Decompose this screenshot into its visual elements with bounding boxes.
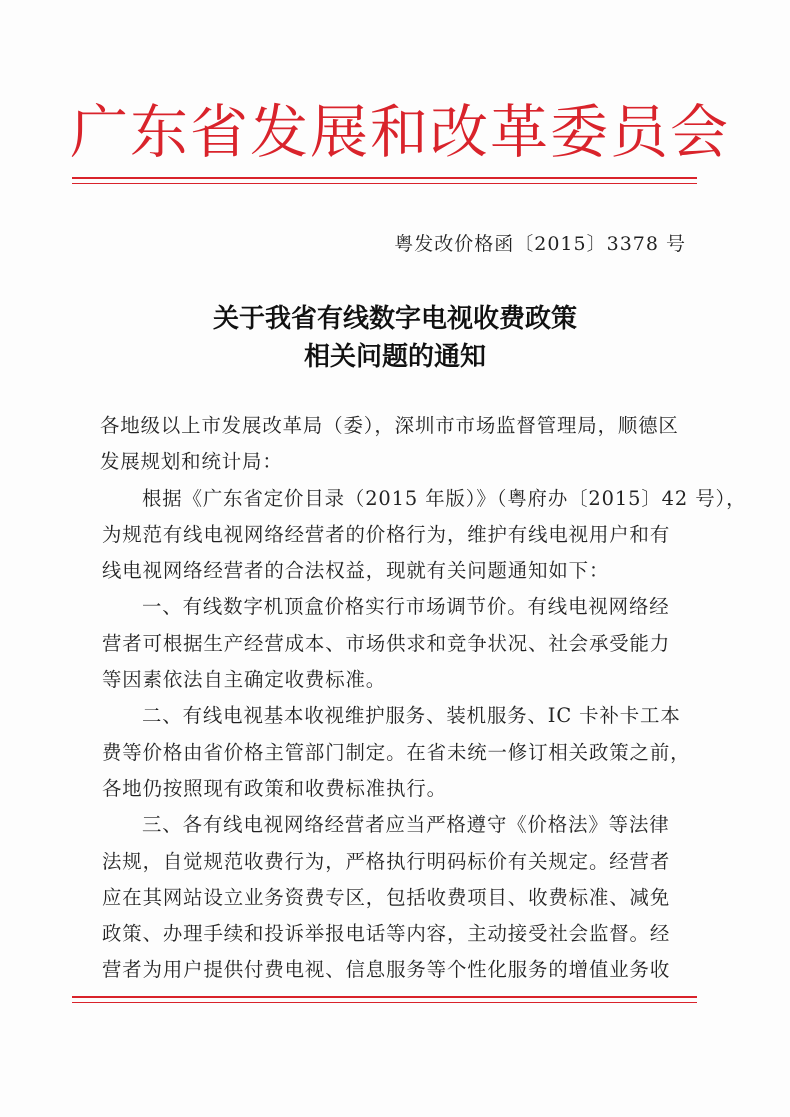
document-title-line: 相关问题的通知	[303, 342, 486, 372]
header-rule-bottom	[72, 183, 697, 184]
body-line: 应在其网站设立业务资费专区，包括收费项目、收费标准、减免	[102, 885, 671, 909]
footer-rule-bottom	[72, 1002, 697, 1003]
document-number: 粤发改价格函〔2015〕3378 号	[394, 233, 686, 255]
body-line: 一、有线数字机顶盒价格实行市场调节价。有线电视网络经	[142, 595, 670, 619]
body-line: 政策、办理手续和投诉举报电话等内容，主动接受社会监督。经	[102, 922, 671, 946]
document-title-line: 关于我省有线数字电视收费政策	[212, 304, 577, 334]
document-body	[100, 408, 747, 989]
body-line-salutation: 各地级以上市发展改革局（委），深圳市市场监督管理局，顺德区	[100, 414, 679, 437]
body-line: 根据《广东省定价目录（2015 年版）》（粤府办〔2015〕42 号），	[142, 486, 747, 510]
body-line: 三、各有线电视网络经营者应当严格遵守《价格法》等法律	[142, 813, 670, 837]
body-line: 为规范有线电视网络经营者的价格行为，维护有线电视用户和有	[102, 522, 671, 546]
body-line: 营者可根据生产经营成本、市场供求和竞争状况、社会承受能力	[102, 631, 671, 655]
body-line: 等因素依法自主确定收费标准。	[102, 668, 387, 692]
document-title	[100, 300, 690, 376]
body-line: 营者为用户提供付费电视、信息服务等个性化服务的增值业务收	[102, 958, 671, 982]
body-line: 二、有线电视基本收视维护服务、装机服务、IC 卡补卡工本	[142, 704, 681, 728]
body-line-salutation: 发展规划和统计局：	[100, 450, 283, 474]
body-line: 各地仍按照现有政策和收费标准执行。	[102, 776, 447, 800]
issuing-organization-title: 广东省发展和改革委员会	[70, 98, 731, 166]
body-line: 线电视网络经营者的合法权益，现就有关问题通知如下：	[102, 559, 610, 583]
body-line: 法规，自觉规范收费行为，严格执行明码标价有关规定。经营者	[102, 849, 671, 873]
header-rule-top	[72, 177, 697, 179]
body-line: 费等价格由省价格主管部门制定。在省未统一修订相关政策之前，	[102, 740, 691, 764]
footer-rule-top	[72, 996, 697, 998]
